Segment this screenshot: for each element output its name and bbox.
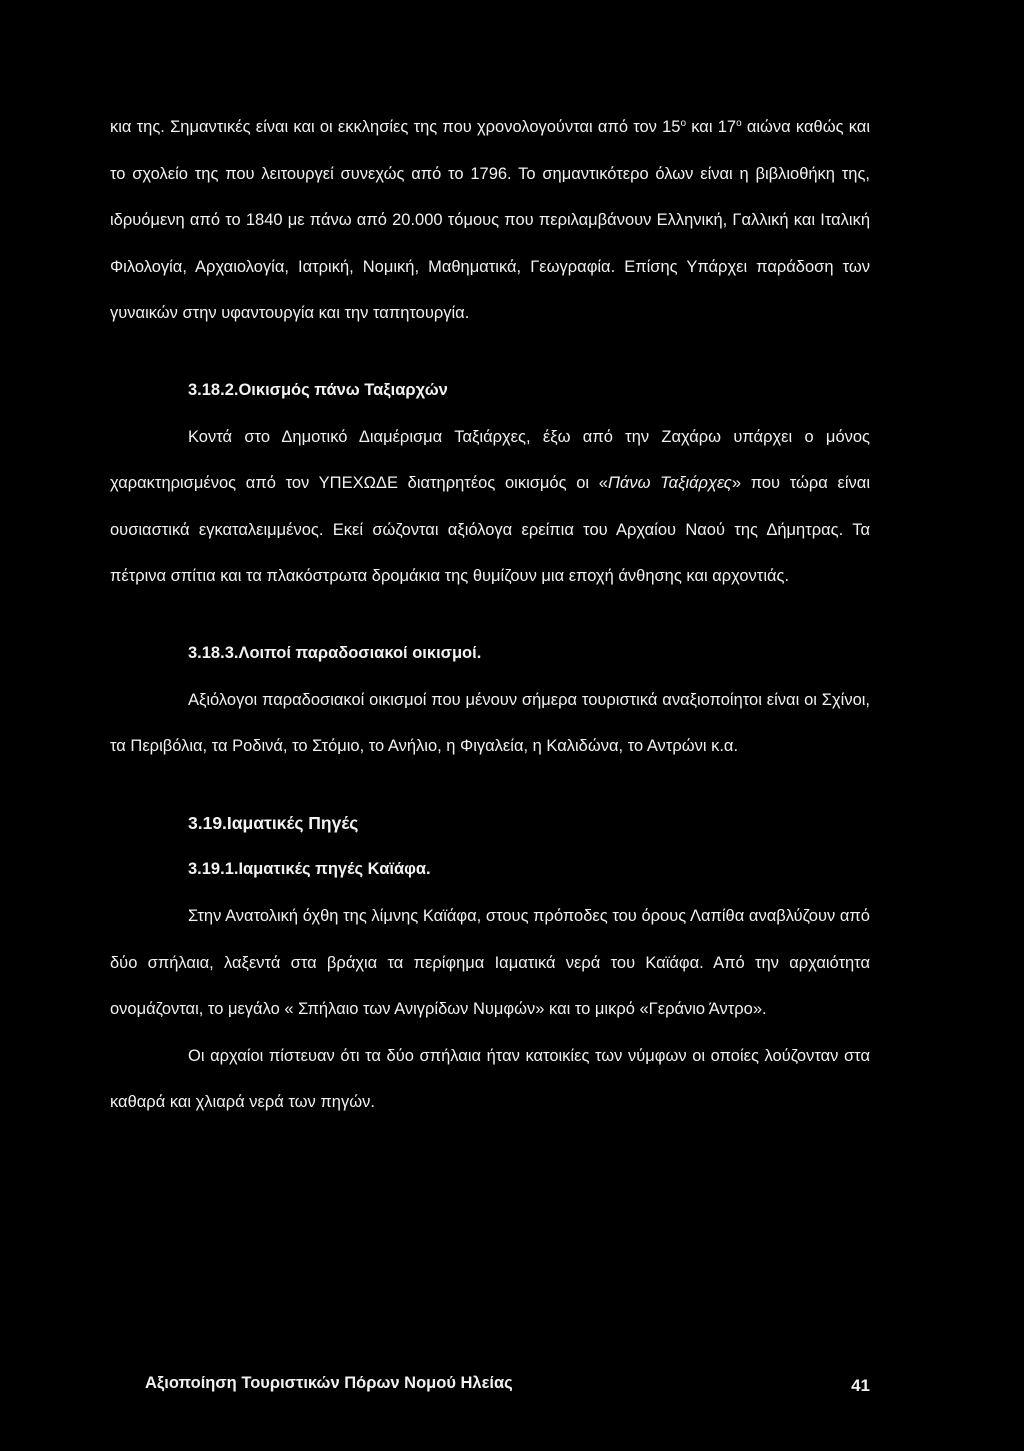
- section-heading-3-18-3: 3.18.3.Λοιποί παραδοσιακοί οικισμοί.: [188, 643, 482, 662]
- footer-title: Αξιοποίηση Τουριστικών Πόρων Νομού Ηλείας: [145, 1374, 513, 1392]
- intro-text-1: κια της. Σημαντικές είναι και οι εκκλησίες της που χρονολογούνται από τον 15: [110, 118, 681, 136]
- intro-paragraph: [110, 104, 870, 337]
- section-heading-3-18-2: 3.18.2.Οικισμός πάνω Ταξιαρχών: [188, 380, 448, 399]
- section-heading-3-19-1: 3.19.1.Ιαματικές πηγές Καϊάφα.: [188, 860, 431, 879]
- section-paragraph-3-19-1-a: Στην Ανατολική όχθη της λίμνης Καϊάφα, στους πρόποδες του όρους Λαπίθα αναβλύζουν από δύο σπήλαια, λαξεντά στα βράχια τα περίφημα Ιαματικά νερά του Καϊάφα. Από την αρχαιότητα ονομάζονται, το μεγάλο « Σπήλαιο των Ανιγρίδων Νυμφών» και το μικρό «Γεράνιο Άντρο».: [110, 906, 870, 1019]
- ordinal-marker: ο: [680, 118, 687, 129]
- section-paragraph-3-18-2: [110, 414, 870, 600]
- section-heading-3-19: 3.19.Ιαματικές Πηγές: [188, 812, 359, 833]
- intro-text-3: αιώνα καθώς και το σχολείο της που λειτουργεί συνεχώς από το 1796. Το σημαντικότερο όλων είναι η βιβλιοθήκη της, ιδρυόμενη από το 1840 με πάνω από 20.000 τόμους που περιλαμβάνουν Ελληνική, Γαλλική και Ιταλική Φιλολογία, Αρχαιολογία, Ιατρική, Νομική, Μαθηματικά, Γεωγραφία. Επίσης Υπάρχει παράδοση των γυναικών στην υφαντουργία και την ταπητουργία.: [110, 118, 870, 323]
- page-number: 41: [851, 1376, 870, 1395]
- paragraph-text: » που τώρα είναι ουσιαστικά εγκαταλειμμένος. Εκεί σώζονται αξιόλογα ερείπια του Αρχαίου Ναού της Δήμητρας. Τα πέτρινα σπίτια και τα πλακόστρωτα δρομάκια της θυμίζουν μια εποχή άνθησης και αρχοντιάς.: [110, 474, 870, 586]
- text-column: [110, 104, 870, 1126]
- section-paragraph-3-18-3: Αξιόλογοι παραδοσιακοί οικισμοί που μένουν σήμερα τουριστικά αναξιοποίητοι είναι οι Σχίνοι, τα Περιβόλια, τα Ροδινά, το Στόμιο, το Ανήλιο, η Φιγαλεία, η Καλιδώνα, το Αντρώνι κ.α.: [110, 690, 870, 756]
- paragraph-text: Κοντά στο Δημοτικό Διαμέρισμα Ταξιάρχες, έξω από την Ζαχάρω υπάρχει ο μόνος χαρακτηρισμένος από τον ΥΠΕΧΩΔΕ διατηρητέος οικισμός οι «: [110, 427, 870, 493]
- italic-place-name: Πάνω Ταξιάρχες: [607, 474, 732, 493]
- section-paragraph-3-19-1-b: Οι αρχαίοι πίστευαν ότι τα δύο σπήλαια ήταν κατοικίες των νύμφων οι οποίες λούζονταν στα καθαρά και χλιαρά νερά των πηγών.: [110, 1046, 870, 1112]
- ordinal-marker: ο: [736, 118, 742, 129]
- intro-text-2: και 17: [686, 118, 737, 136]
- page-footer: [145, 1374, 870, 1404]
